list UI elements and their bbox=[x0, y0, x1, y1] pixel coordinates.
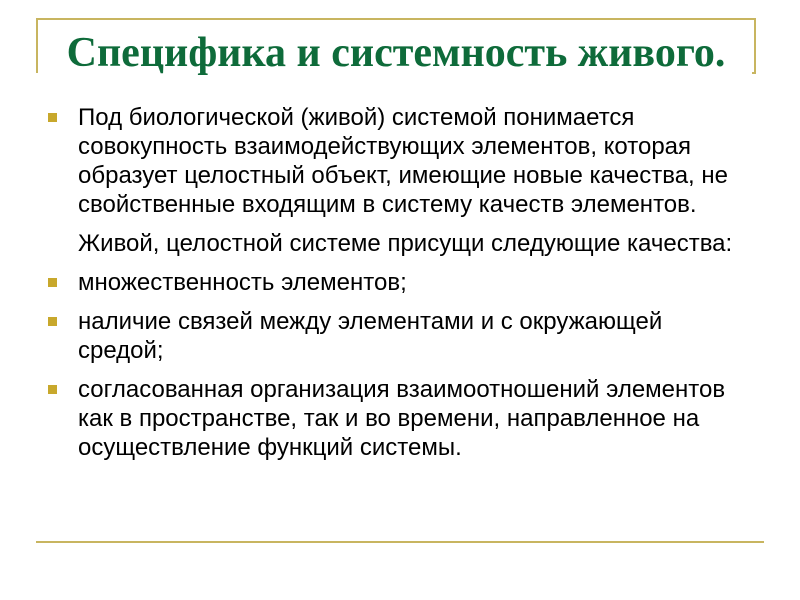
frame-left-line bbox=[36, 18, 38, 73]
slide-body bbox=[48, 103, 748, 462]
frame-top-line bbox=[36, 18, 756, 20]
square-bullet-icon bbox=[48, 317, 57, 326]
square-bullet-icon bbox=[48, 278, 57, 287]
slide-title: Специфика и системность живого. bbox=[66, 30, 726, 76]
list-item bbox=[48, 268, 748, 297]
list-item-text: Живой, целостной системе присущи следующие качества: bbox=[78, 230, 733, 257]
list-item-text: согласованная организация взаимоотношений элементов как в пространстве, так и во времени, направленное на осуществление функций системы. bbox=[78, 376, 726, 461]
list-item bbox=[48, 307, 748, 365]
list-item bbox=[48, 103, 748, 219]
frame-right-line bbox=[754, 18, 756, 73]
list-item-unbulleted bbox=[48, 229, 748, 258]
list-item-text: Под биологической (живой) системой понимается совокупность взаимодействующих элементов, которая образует целостный объект, имеющие новые качества, не свойственные входящим в систему качеств элементов. bbox=[78, 104, 728, 218]
square-bullet-icon bbox=[48, 385, 57, 394]
frame-bottom-line bbox=[36, 541, 764, 543]
list-item-text: множественность элементов; bbox=[78, 269, 407, 296]
square-bullet-icon bbox=[48, 113, 57, 122]
list-item-text: наличие связей между элементами и с окружающей средой; bbox=[78, 308, 663, 364]
frame-tick bbox=[752, 72, 756, 74]
list-item bbox=[48, 375, 748, 462]
